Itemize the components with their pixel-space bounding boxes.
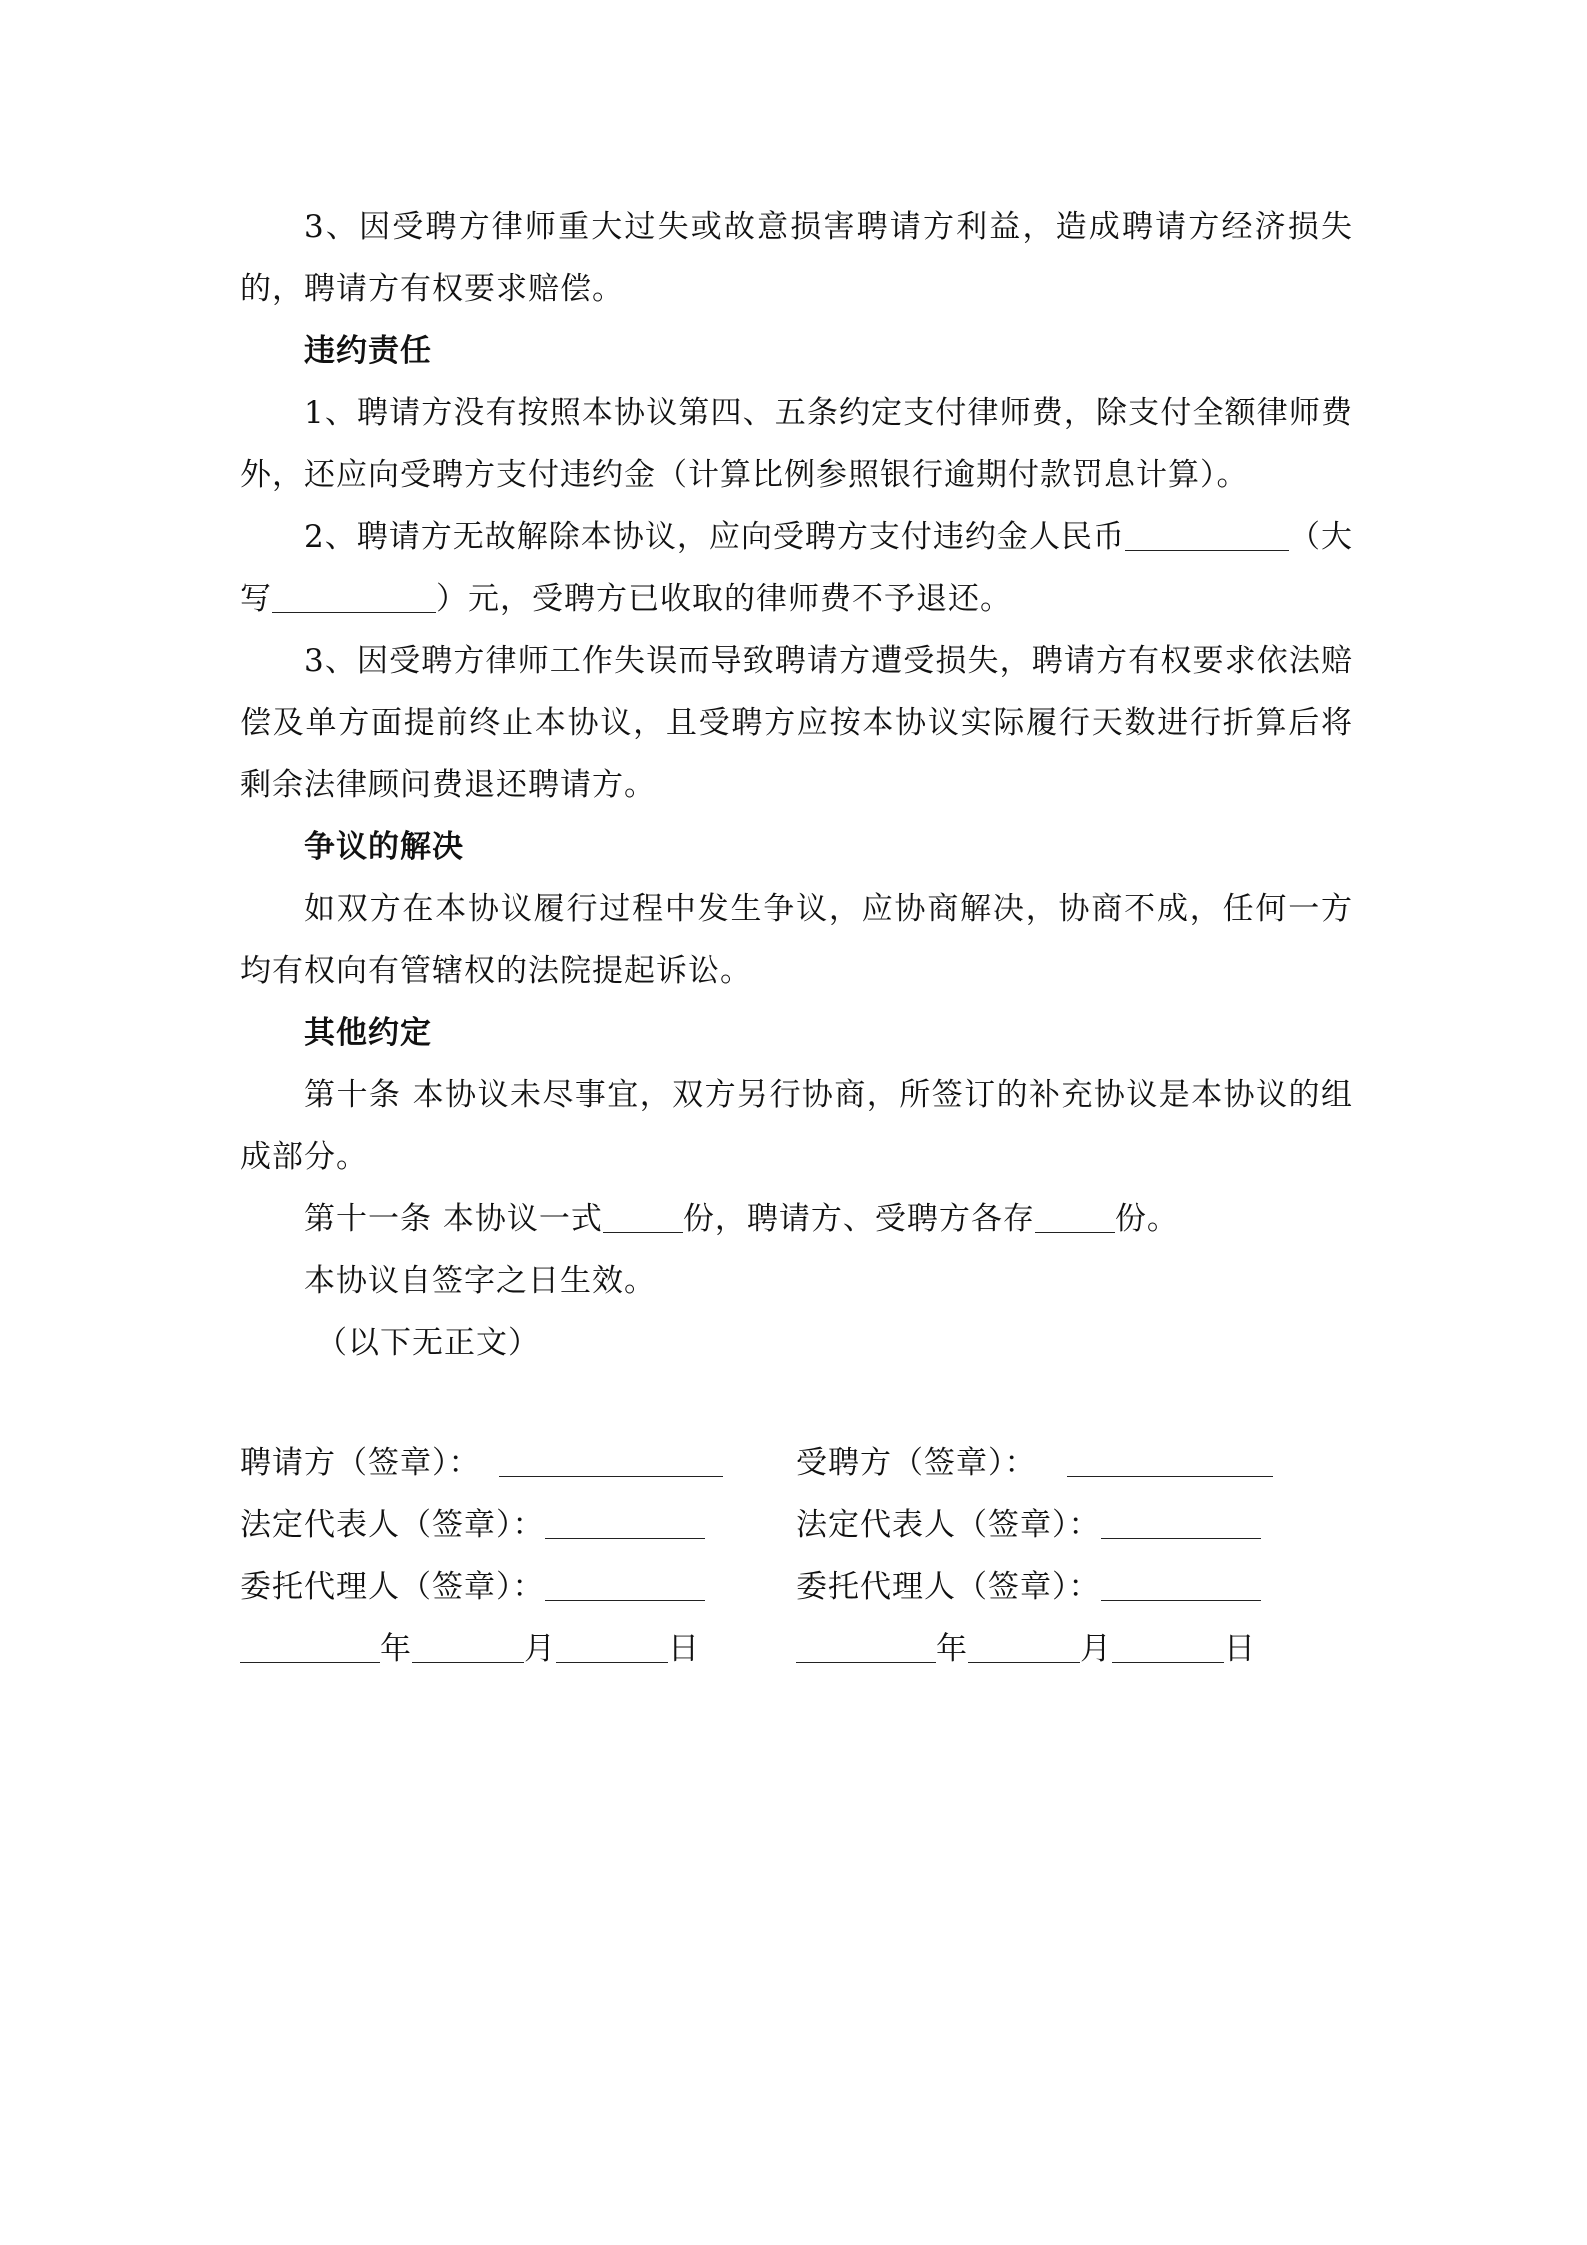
- counsel-month-blank: [968, 1631, 1080, 1663]
- amount-blank: [1125, 519, 1289, 551]
- breach-clause-1: 1、聘请方没有按照本协议第四、五条约定支付律师费，除支付全额律师费外，还应向受聘方支付违约金（计算比例参照银行逾期付款罚息计算）。: [240, 395, 1353, 493]
- client-seal-line: [240, 1432, 760, 1494]
- client-agent-label: 委托代理人（签章）：: [240, 1569, 545, 1605]
- counsel-day-blank: [1112, 1631, 1224, 1663]
- client-month-label: 月: [524, 1631, 556, 1667]
- counsel-year-blank: [796, 1631, 936, 1663]
- counsel-month-label: 月: [1080, 1631, 1112, 1667]
- client-year-blank: [240, 1631, 380, 1663]
- section-heading-other: 其他约定: [304, 1015, 432, 1051]
- client-agent-blank: [545, 1569, 705, 1601]
- dispute-clause: 如双方在本协议履行过程中发生争议，应协商解决，协商不成，任何一方均有权向有管辖权的法院提起诉讼。: [240, 891, 1353, 989]
- counsel-rep-blank: [1101, 1507, 1261, 1539]
- counsel-seal-blank: [1067, 1445, 1273, 1477]
- counsel-agent-label: 委托代理人（签章）：: [796, 1569, 1101, 1605]
- client-day-blank: [556, 1631, 668, 1663]
- signature-block-client: [240, 1432, 760, 1680]
- counsel-year-label: 年: [936, 1631, 968, 1667]
- document-body: [240, 196, 1353, 1374]
- breach-clause-2: [240, 506, 1353, 630]
- counsel-agent-blank: [1101, 1569, 1261, 1601]
- client-rep-line: [240, 1494, 760, 1556]
- counsel-seal-label: 受聘方（签章）：: [796, 1445, 1037, 1481]
- no-further-text-note: （以下无正文）: [316, 1325, 540, 1361]
- counsel-day-label: 日: [1224, 1631, 1256, 1667]
- section-heading-breach: 违约责任: [304, 333, 432, 369]
- article-10: 第十条 本协议未尽事宜，双方另行协商，所签订的补充协议是本协议的组成部分。: [240, 1077, 1353, 1175]
- client-day-label: 日: [668, 1631, 700, 1667]
- client-rep-label: 法定代表人（签章）：: [240, 1507, 545, 1543]
- client-seal-label: 聘请方（签章）：: [240, 1445, 481, 1481]
- client-month-blank: [412, 1631, 524, 1663]
- amount-uppercase-blank: [272, 581, 436, 613]
- counsel-agent-line: [796, 1556, 1316, 1618]
- counsel-rep-label: 法定代表人（签章）：: [796, 1507, 1101, 1543]
- client-rep-blank: [545, 1507, 705, 1539]
- breach-clause-2-part2: （大写: [240, 519, 1353, 617]
- breach-clause-2-part3: ）元，受聘方已收取的律师费不予退还。: [436, 581, 1012, 617]
- effective-clause: 本协议自签字之日生效。: [304, 1263, 656, 1299]
- client-agent-line: [240, 1556, 760, 1618]
- breach-clause-2-part1: 2、聘请方无故解除本协议，应向受聘方支付违约金人民币: [304, 519, 1125, 555]
- breach-clause-3: 3、因受聘方律师工作失误而导致聘请方遭受损失，聘请方有权要求依法赔偿及单方面提前终止本协议，且受聘方应按本协议实际履行天数进行折算后将剩余法律顾问费退还聘请方。: [240, 643, 1353, 803]
- client-year-label: 年: [380, 1631, 412, 1667]
- copies-total-blank: [603, 1201, 683, 1233]
- client-date-line: [240, 1618, 760, 1680]
- article-11-part2: 份，聘请方、受聘方各存: [682, 1201, 1035, 1237]
- client-seal-blank: [499, 1445, 723, 1477]
- article-11-part3: 份。: [1114, 1201, 1179, 1237]
- signature-block-counsel: [796, 1432, 1316, 1680]
- clause-3-compensation: 3、因受聘方律师重大过失或故意损害聘请方利益，造成聘请方经济损失的，聘请方有权要求赔偿。: [240, 209, 1353, 307]
- counsel-date-line: [796, 1618, 1316, 1680]
- copies-each-blank: [1035, 1201, 1115, 1233]
- article-11-part1: 第十一条 本协议一式: [304, 1201, 603, 1237]
- counsel-seal-line: [796, 1432, 1316, 1494]
- article-11: [240, 1188, 1353, 1250]
- section-heading-dispute: 争议的解决: [304, 829, 464, 865]
- counsel-rep-line: [796, 1494, 1316, 1556]
